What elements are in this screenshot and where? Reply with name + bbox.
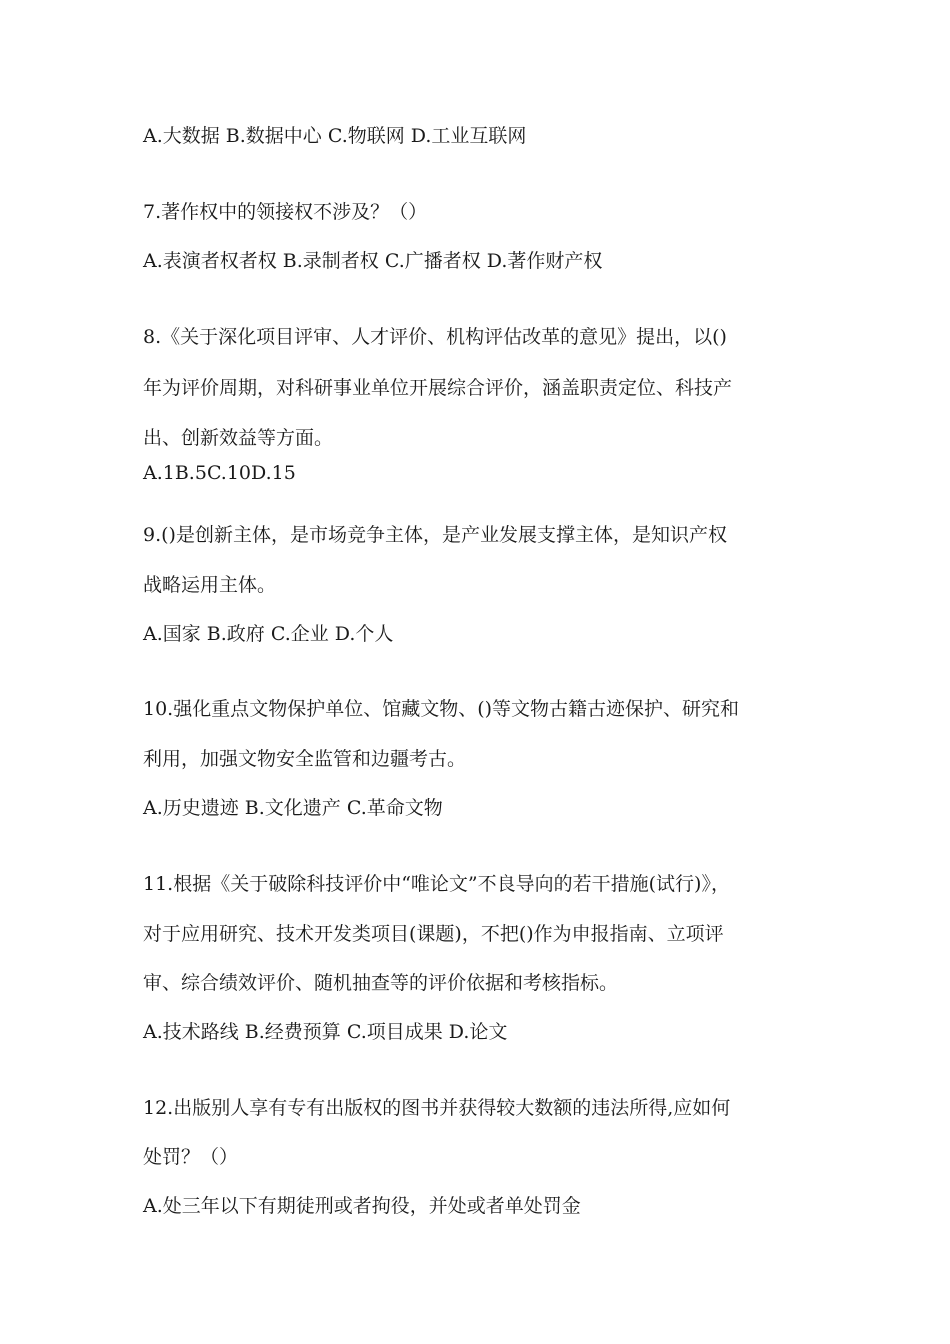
q8-question-line-2: 年为评价周期，对科研事业单位开展综合评价，涵盖职责定位、科技产 (143, 377, 733, 399)
q12-option-a: A.处三年以下有期徒刑或者拘役，并处或者单处罚金 (143, 1195, 581, 1217)
q12-question-line-2: 处罚？（） (143, 1146, 239, 1168)
q6-options: A.大数据 B.数据中心 C.物联网 D.工业互联网 (143, 125, 527, 147)
q11-question-line-1: 11.根据《关于破除科技评价中“唯论文”不良导向的若干措施(试行)》， (143, 873, 730, 895)
q9-question-line-2: 战略运用主体。 (143, 574, 277, 596)
q9-options: A.国家 B.政府 C.企业 D.个人 (143, 623, 394, 645)
q9-question-line-1: 9.()是创新主体，是市场竞争主体，是产业发展支撑主体，是知识产权 (143, 524, 727, 546)
q8-options: A.1B.5C.10D.15 (143, 462, 296, 484)
q7-question: 7.著作权中的领接权不涉及？（） (143, 201, 428, 223)
q8-question-line-3: 出、创新效益等方面。 (143, 427, 334, 449)
q11-question-line-2: 对于应用研究、技术开发类项目(课题)，不把()作为申报指南、立项评 (143, 923, 724, 945)
q7-options: A.表演者权者权 B.录制者权 C.广播者权 D.著作财产权 (143, 250, 603, 272)
q8-question-line-1: 8.《关于深化项目评审、人才评价、机构评估改革的意见》提出，以() (143, 326, 727, 348)
q11-question-line-3: 审、综合绩效评价、随机抽查等的评价依据和考核指标。 (143, 972, 619, 994)
q10-options: A.历史遗迹 B.文化遗产 C.革命文物 (143, 797, 443, 819)
q12-question-line-1: 12.出版别人享有专有出版权的图书并获得较大数额的违法所得,应如何 (143, 1097, 731, 1119)
q11-options: A.技术路线 B.经费预算 C.项目成果 D.论文 (143, 1021, 508, 1043)
q10-question-line-1: 10.强化重点文物保护单位、馆藏文物、()等文物古籍古迹保护、研究和 (143, 698, 740, 720)
q10-question-line-2: 利用，加强文物安全监管和边疆考古。 (143, 748, 467, 770)
